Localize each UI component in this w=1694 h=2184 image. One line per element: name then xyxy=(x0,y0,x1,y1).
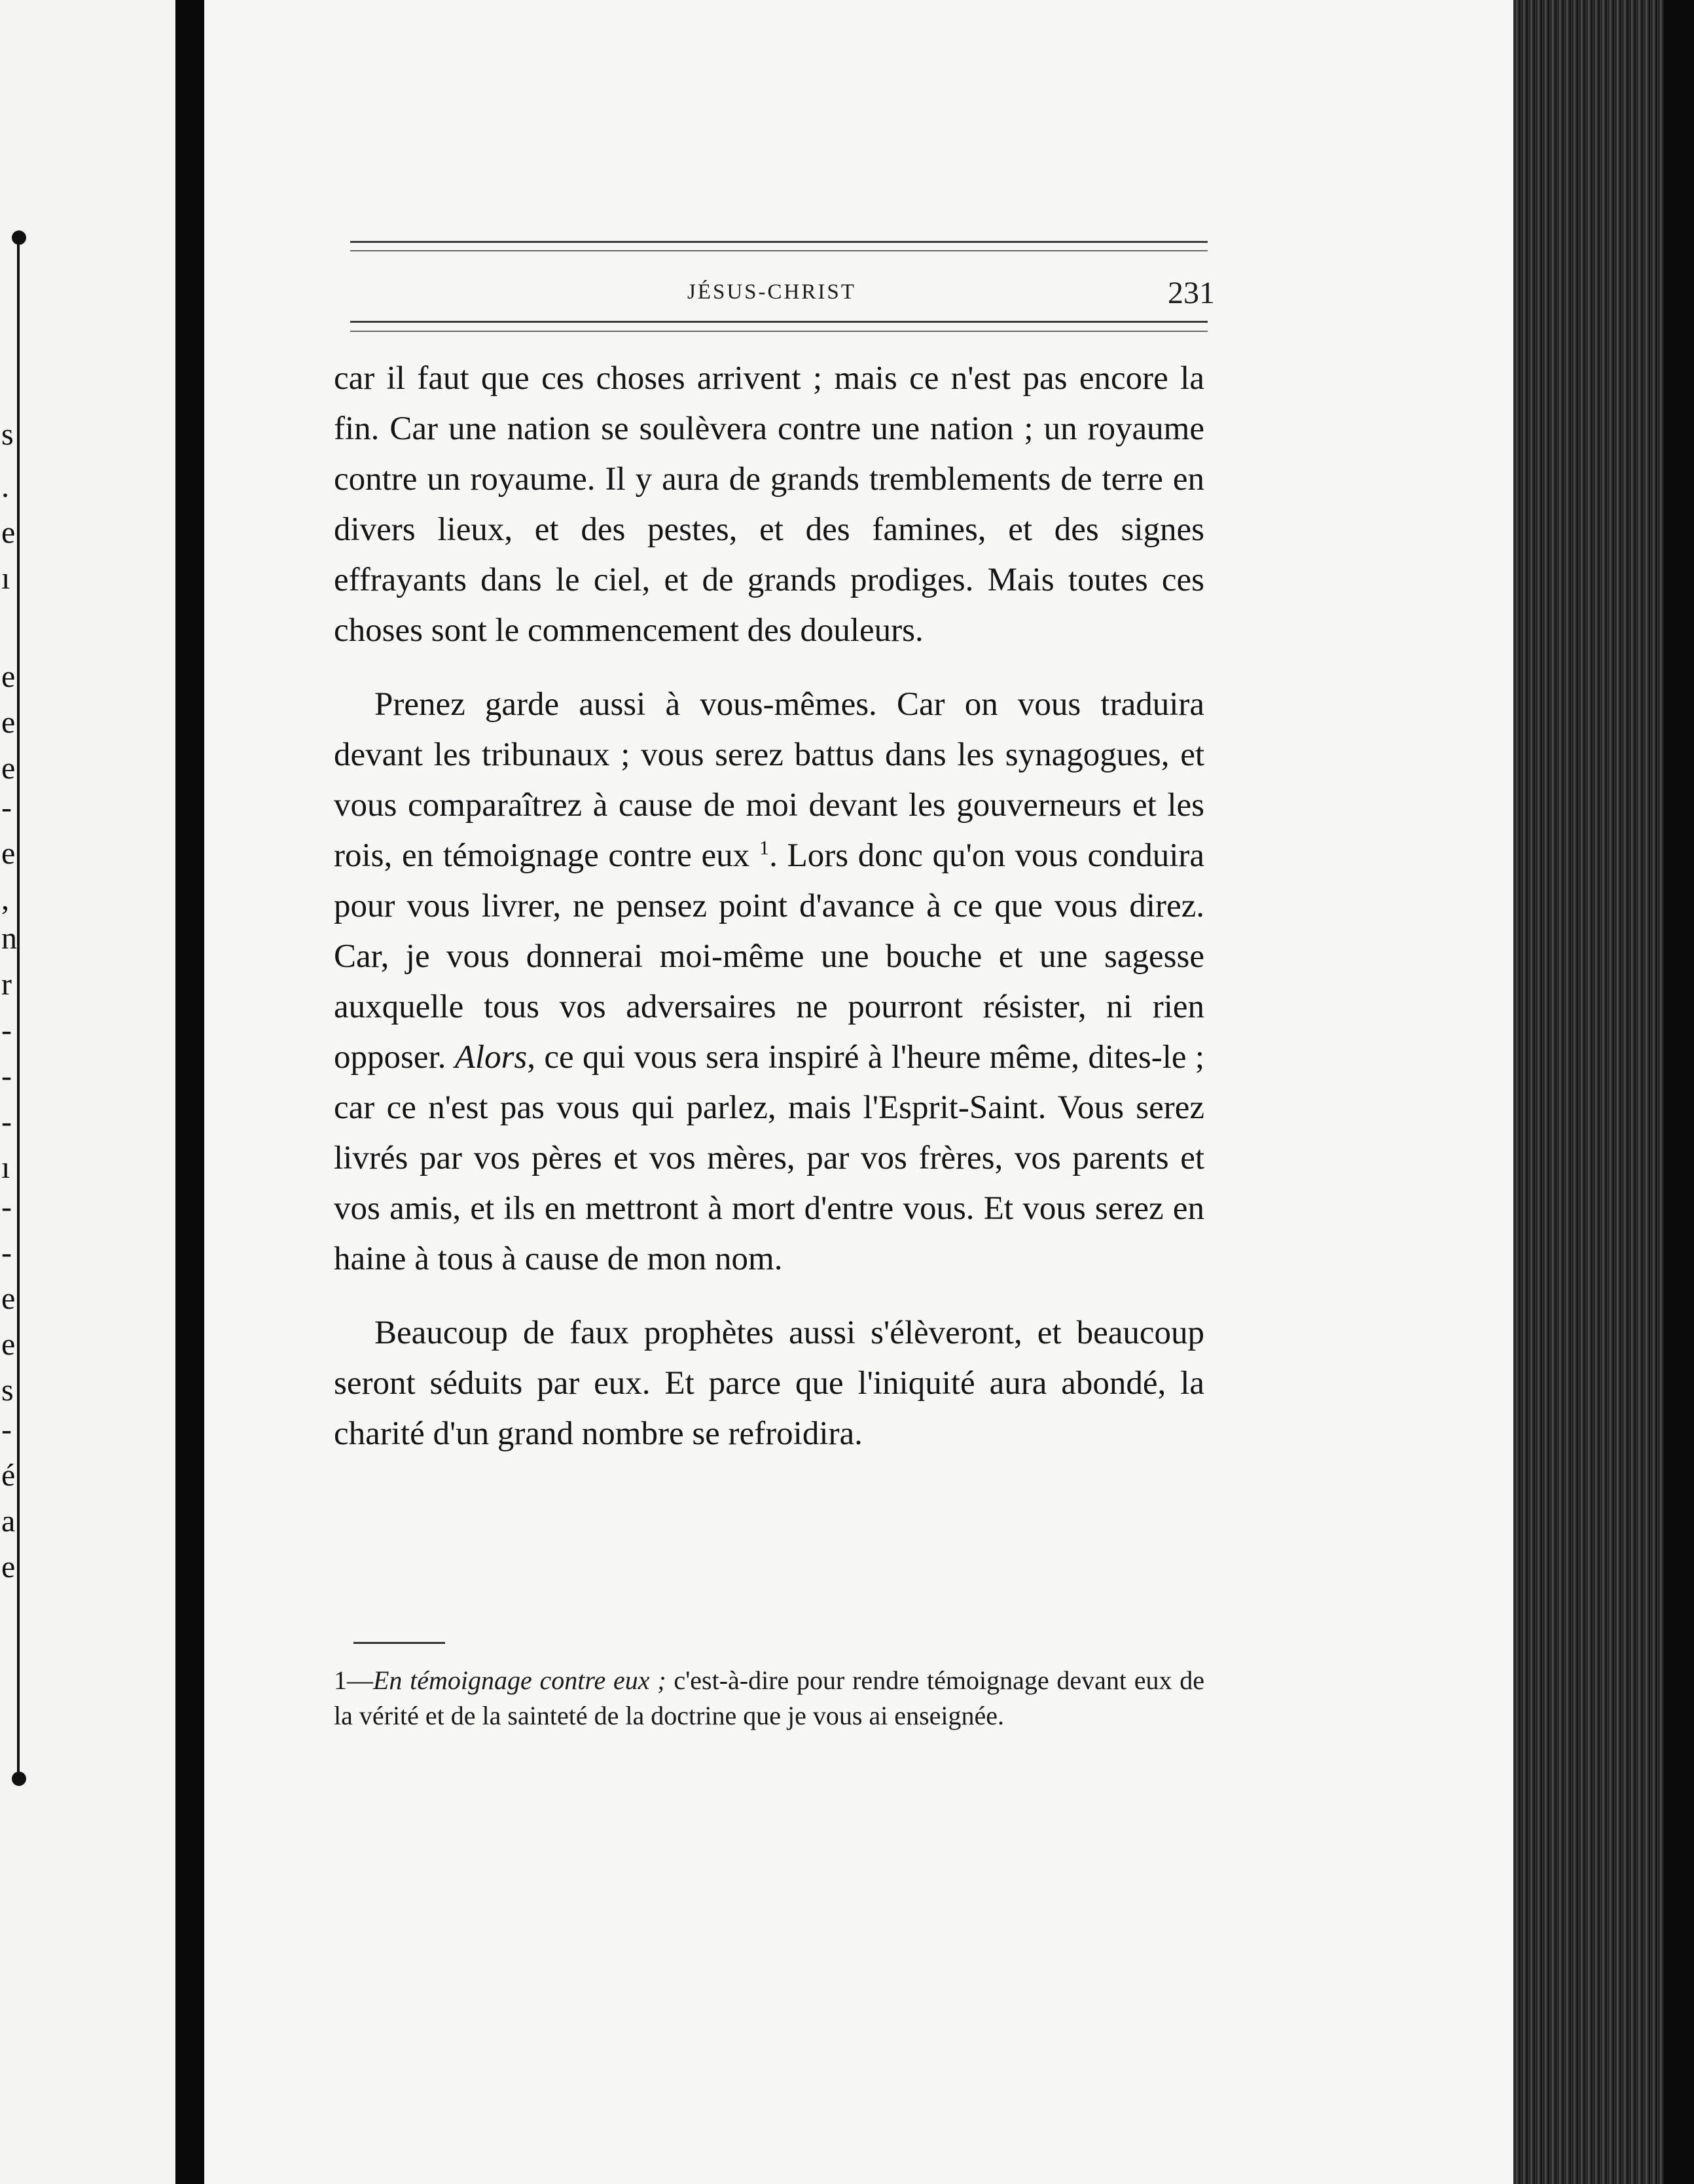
footnote-italic: En témoignage contre eux ; xyxy=(373,1665,666,1695)
left-page-letter: e xyxy=(1,515,16,550)
left-page-letter: s xyxy=(1,1373,14,1408)
page-number: 231 xyxy=(1168,276,1215,310)
footnote-reference: 1 xyxy=(759,837,770,859)
left-page-letter: - xyxy=(1,1104,12,1139)
left-page-letter: e xyxy=(1,1281,16,1316)
left-page-letter: e xyxy=(1,659,16,694)
header-rule-bottom xyxy=(350,321,1208,323)
footnote-text: c'est-à-dire pour rendre témoignage devant eux de la vérité et de la sainteté de la doctrine que je vous ai enseignée. xyxy=(334,1665,1204,1730)
paragraph-2-text-b: . Lors donc qu'on vous conduira pour vous livrer, ne pensez point d'avance à ce que vous direz. Car, je vous donnerai moi-même une bouche et une sagesse auxquelle tous vos adversaires ne pourront résister, ni rien opposer. xyxy=(334,837,1204,1076)
paragraph-3: Beaucoup de faux prophètes aussi s'élèveront, et beaucoup seront séduits par eux. Et parce que l'iniquité aura abondé, la charité d'un grand nombre se refroidira. xyxy=(334,1315,1204,1452)
header-rule-top-thin xyxy=(350,250,1208,251)
footnote-number: 1— xyxy=(334,1665,373,1695)
left-page-letter: , xyxy=(1,882,9,917)
left-page-cropped-letters xyxy=(0,0,26,2184)
left-page-letter: - xyxy=(1,1235,12,1270)
left-page-fragment xyxy=(0,0,175,2184)
left-page-letter: - xyxy=(1,1190,12,1224)
left-page-letter: é xyxy=(1,1458,16,1493)
body-text xyxy=(334,354,1204,1483)
left-page-letter: e xyxy=(1,1550,16,1584)
left-page-letter: e xyxy=(1,836,16,871)
header-rule-top xyxy=(350,241,1208,243)
left-page-letter: e xyxy=(1,751,16,786)
paragraph-2 xyxy=(334,680,1204,1284)
left-page-letter: e xyxy=(1,705,16,740)
left-page-letter: e xyxy=(1,1327,16,1362)
left-page-letter: - xyxy=(1,1059,12,1093)
left-page-letter: ı xyxy=(1,1150,10,1185)
left-page-letter: s xyxy=(1,417,14,452)
footnote xyxy=(334,1663,1204,1734)
paragraph-2-text-c: , ce qui vous sera inspiré à l'heure même, dites-le ; car ce n'est pas vous qui parlez, mais l'Esprit-Saint. Vous serez livrés par vos pères et vos mères, par vos frères, vos parents et vos amis, et ils en mettront à mort d'entre vous. Et vous serez en haine à tous à cause de mon nom. xyxy=(334,1039,1205,1277)
paragraph-2-italic: Alors xyxy=(454,1039,528,1076)
paragraph-1: car il faut que ces choses arrivent ; mais ce n'est pas encore la fin. Car une nation se soulèvera contre une nation ; un royaume contre un royaume. Il y aura de grands tremblements de terre en divers lieux, et des pestes, et des famines, et des signes effrayants dans le ciel, et de grands prodiges. Mais toutes ces choses sont le commencement des douleurs. xyxy=(334,360,1204,649)
left-page-letter: - xyxy=(1,1412,12,1447)
left-page-letter: ı xyxy=(1,561,10,596)
book-gutter xyxy=(175,0,204,2184)
running-title: JÉSUS-CHRIST xyxy=(687,280,856,304)
left-page-letter: r xyxy=(1,967,12,1002)
left-page-letter: . xyxy=(1,469,9,504)
left-page-letter: - xyxy=(1,790,12,825)
paragraph-2-text-a: Prenez garde aussi à vous-mêmes. Car on vous traduira devant les tribunaux ; vous serez battus dans les synagogues, et vous comparaîtrez à cause de moi devant les gouverneurs et les rois, en témoignage contre eux xyxy=(334,686,1204,874)
left-page-letter: n xyxy=(1,921,17,956)
left-page-letter: a xyxy=(1,1504,16,1538)
footnote-rule xyxy=(353,1642,445,1644)
header-rule-bottom-thin xyxy=(350,331,1208,332)
left-page-letter: - xyxy=(1,1013,12,1047)
page-edges xyxy=(1513,0,1664,2184)
